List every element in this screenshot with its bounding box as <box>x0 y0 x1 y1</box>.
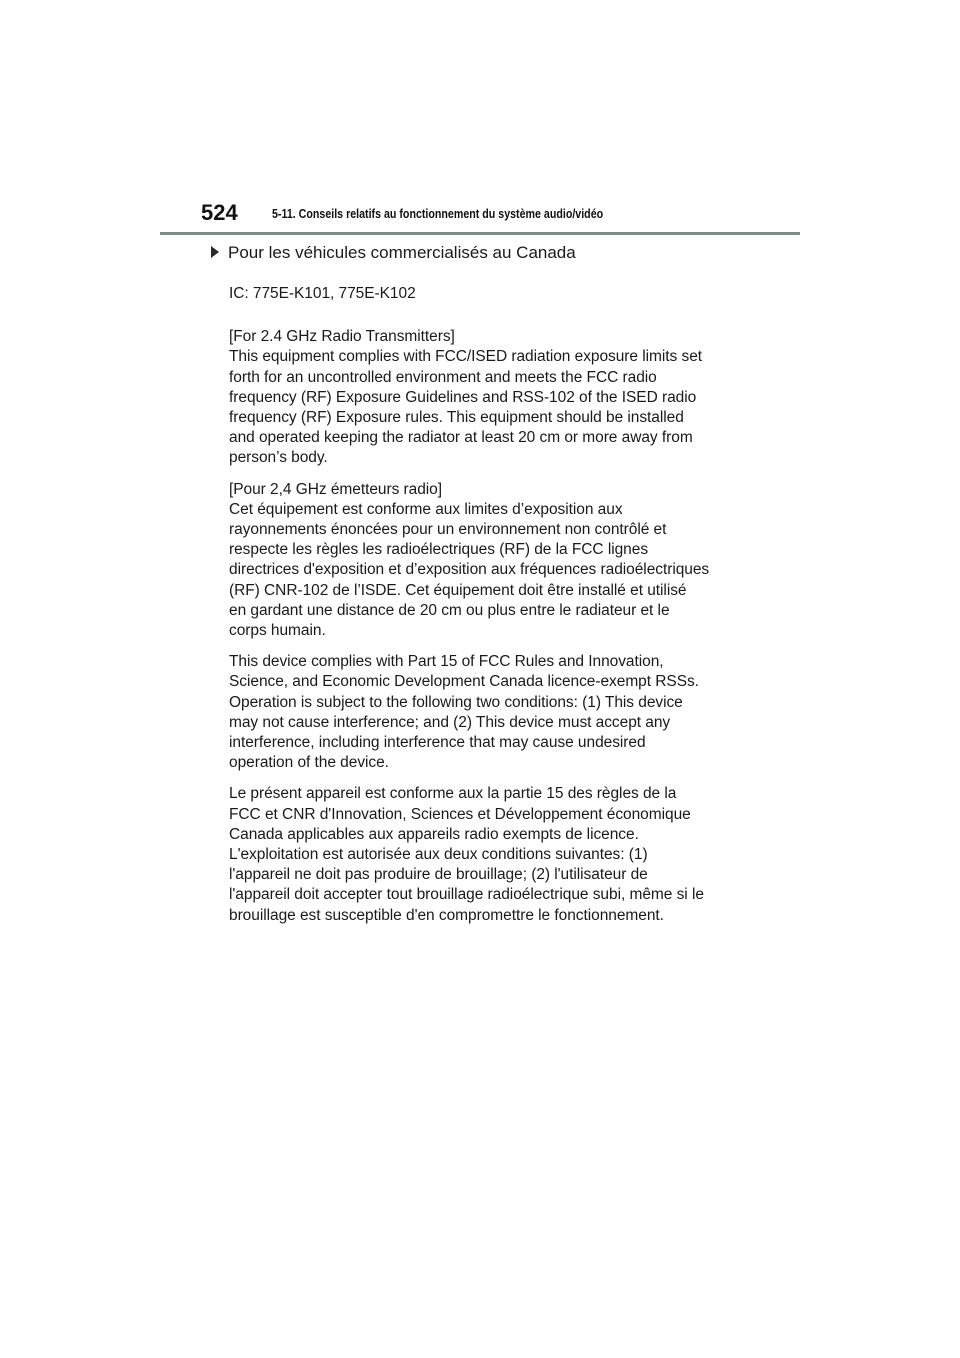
regulatory-notice <box>229 284 739 937</box>
text-line: [For 2.4 GHz Radio Transmitters] <box>229 328 455 346</box>
text-line: directrices d'exposition et d’exposition aux fréquences radioélectriques <box>229 561 710 579</box>
text-line: interference, including interference that may cause undesired <box>229 734 646 752</box>
text-line: forth for an uncontrolled environment and meets the FCC radio <box>229 368 657 386</box>
section-heading <box>211 243 576 263</box>
french-radio-paragraph <box>229 480 739 642</box>
text-line: respecte les règles les radioélectriques (RF) de la FCC lignes <box>229 541 649 559</box>
text-line: (RF) CNR-102 de l’ISDE. Cet équipement doit être installé et utilisé <box>229 581 687 599</box>
text-line: en gardant une distance de 20 cm ou plus entre le radiateur et le <box>229 601 670 619</box>
french-device-paragraph <box>229 784 739 925</box>
header-divider <box>160 232 800 235</box>
text-line: L'exploitation est autorisée aux deux conditions suivantes: (1) <box>229 846 648 864</box>
ic-certification-line: IC: 775E-K101, 775E-K102 <box>229 285 416 302</box>
text-line: brouillage est susceptible d'en compromettre le fonctionnement. <box>229 906 664 924</box>
chapter-title: 5-11. Conseils relatifs au fonctionnement du système audio/vidéo <box>272 206 604 221</box>
english-device-paragraph <box>229 652 739 773</box>
page-number: 524 <box>201 200 238 225</box>
text-line: and operated keeping the radiator at least 20 cm or more away from <box>229 429 693 447</box>
text-line: may not cause interference; and (2) This device must accept any <box>229 713 671 731</box>
text-line: Le présent appareil est conforme aux la partie 15 des règles de la <box>229 785 677 803</box>
text-line: l'appareil doit accepter tout brouillage radioélectrique subi, même si le <box>229 886 704 904</box>
text-line: operation of the device. <box>229 754 389 772</box>
english-radio-paragraph <box>229 327 739 468</box>
text-line: frequency (RF) Exposure rules. This equipment should be installed <box>229 409 684 427</box>
text-line: Cet équipement est conforme aux limites d’exposition aux <box>229 500 623 518</box>
text-line: Operation is subject to the following two conditions: (1) This device <box>229 693 683 711</box>
section-heading-text: Pour les véhicules commercialisés au Canada <box>228 243 576 262</box>
text-line: frequency (RF) Exposure Guidelines and RSS-102 of the ISED radio <box>229 388 697 406</box>
text-line: This device complies with Part 15 of FCC Rules and Innovation, <box>229 653 664 671</box>
text-line: FCC et CNR d'Innovation, Sciences et Développement économique <box>229 805 691 823</box>
text-line: Canada applicables aux appareils radio exempts de licence. <box>229 825 639 843</box>
text-line: corps humain. <box>229 622 326 640</box>
text-line: rayonnements énoncées pour un environnement non contrôlé et <box>229 521 667 539</box>
triangle-right-icon <box>211 246 219 258</box>
text-line: l'appareil ne doit pas produire de brouillage; (2) l'utilisateur de <box>229 866 648 884</box>
text-line: Science, and Economic Development Canada licence-exempt RSSs. <box>229 673 699 691</box>
text-line: person’s body. <box>229 449 328 467</box>
text-line: This equipment complies with FCC/ISED radiation exposure limits set <box>229 348 703 366</box>
text-line: [Pour 2,4 GHz émetteurs radio] <box>229 480 443 498</box>
